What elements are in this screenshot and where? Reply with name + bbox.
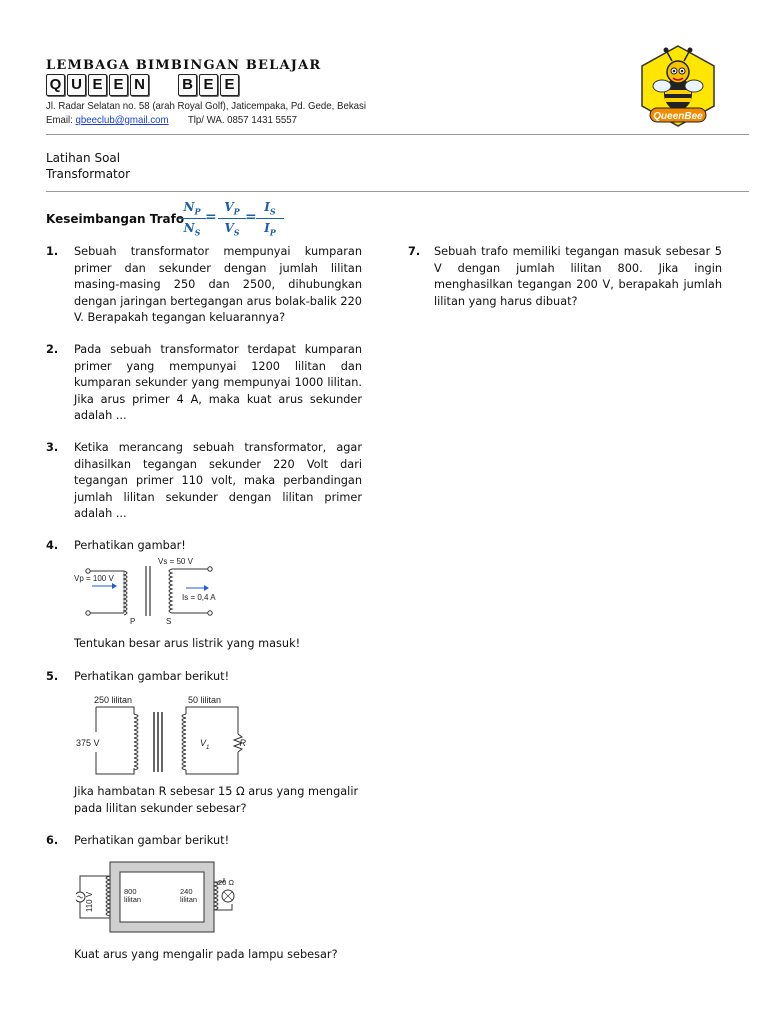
- worksheet-title: Latihan Soal: [46, 151, 121, 165]
- r-label: R: [239, 738, 246, 748]
- question-text: Perhatikan gambar berikut!: [74, 834, 230, 847]
- brand-tile: U: [67, 74, 86, 96]
- primary-voltage: 375 V: [76, 738, 100, 748]
- transformer-diagram-q5: [76, 694, 246, 780]
- worksheet-topic: Transformator: [46, 167, 131, 181]
- question-number: 5.: [46, 670, 59, 683]
- org-name: LEMBAGA BIMBINGAN BELAJAR: [46, 58, 322, 73]
- question-text: Sebuah trafo memiliki tegangan masuk sebesar 5 V dengan jumlah lilitan 800. Jika ingin menghasilkan tegangan 200 V, berapakah jumlah lilitan yang harus dibuat?: [434, 245, 722, 308]
- v1-label: $V_1$: [200, 738, 210, 751]
- is-label: Is = 0,4 A: [182, 593, 216, 602]
- primary-turns: 250 lilitan: [94, 695, 133, 705]
- fraction-np-ns: $\frac{N_P}{N_S}$: [178, 200, 206, 238]
- question-number: 4.: [46, 539, 59, 552]
- secondary-label: S: [166, 617, 172, 626]
- divider: [46, 191, 749, 192]
- email-label: Email:: [46, 114, 73, 126]
- question-text: Perhatikan gambar!: [74, 539, 186, 552]
- question-6-caption: Kuat arus yang mengalir pada lampu sebesar?: [74, 948, 338, 961]
- brand-tile: E: [220, 74, 239, 96]
- transformer-diagram-q6: [76, 858, 240, 938]
- fraction-is-ip: $\frac{I_S}{I_P}$: [256, 200, 284, 238]
- secondary-turns: 50 lilitan: [188, 695, 222, 705]
- phone: Tlp/ WA. 0857 1431 5557: [187, 114, 298, 126]
- secondary-turns-count: 240: [180, 887, 193, 896]
- brand-tile: N: [130, 74, 149, 96]
- question-4-caption: Tentukan besar arus listrik yang masuk!: [74, 637, 301, 650]
- letterhead: [0, 0, 768, 140]
- fraction-vp-vs: $\frac{V_P}{V_S}$: [218, 200, 246, 238]
- source-voltage: 110 V: [85, 891, 94, 913]
- equals-sign: =: [205, 209, 217, 225]
- question-text: Ketika merancang sebuah transformator, agar dihasilkan tegangan sekunder 220 Volt dari tegangan primer 110 volt, maka perbandingan jumlah lilitan sekunder dengan lilitan primer adalah ...: [74, 441, 362, 520]
- email-link[interactable]: qbeeclub@gmail.com: [75, 114, 169, 126]
- transformer-diagram-q4: [74, 556, 244, 626]
- brand-tile: B: [178, 74, 197, 96]
- address: Jl. Radar Selatan no. 58 (arah Royal Golf), Jaticempaka, Pd. Gede, Bekasi: [46, 100, 367, 112]
- question-number: 6.: [46, 834, 59, 847]
- question-text: Perhatikan gambar berikut!: [74, 670, 230, 683]
- primary-turns-count: 800: [124, 887, 137, 896]
- secondary-turns-unit: lilitan: [180, 895, 198, 904]
- question-5-caption: Jika hambatan R sebesar 15 Ω arus yang mengalir pada lilitan sekunder sebesar?: [74, 785, 359, 815]
- vs-label: Vs = 50 V: [158, 557, 193, 566]
- question-number: 2.: [46, 343, 59, 356]
- question-number: 7.: [408, 245, 421, 258]
- lamp-resistance: 20 Ω: [218, 878, 235, 887]
- question-text: Sebuah transformator mempunyai kumparan primer dan sekunder dengan jumlah lilitan masing-masing 250 dan 2500, dihubungkan dengan jaringan bertegangan arus bolak-balik 220 V. Berapakah tegangan keluarannya?: [74, 245, 362, 324]
- divider: [46, 134, 749, 135]
- formula-label: Keseimbangan Trafo: [46, 212, 185, 226]
- brand-tile: E: [199, 74, 218, 96]
- primary-label: P: [130, 617, 136, 626]
- contact-line: [46, 114, 297, 126]
- logo-text: QueenBee: [653, 111, 703, 122]
- primary-turns-unit: lilitan: [124, 895, 142, 904]
- brand-tile: Q: [46, 74, 65, 96]
- queen-bee-logo: [632, 40, 724, 130]
- question-number: 1.: [46, 245, 59, 258]
- equals-sign: =: [245, 209, 257, 225]
- brand-tile: E: [88, 74, 107, 96]
- brand-tile: E: [109, 74, 128, 96]
- vp-label: Vp = 100 V: [74, 574, 114, 583]
- question-number: 3.: [46, 441, 59, 454]
- question-text: Pada sebuah transformator terdapat kumparan primer yang mempunyai 1200 lilitan dan kumparan sekunder yang mempunyai 1000 lilitan. Jika arus primer 4 A, maka kuat arus sekunder adalah ...: [74, 343, 362, 422]
